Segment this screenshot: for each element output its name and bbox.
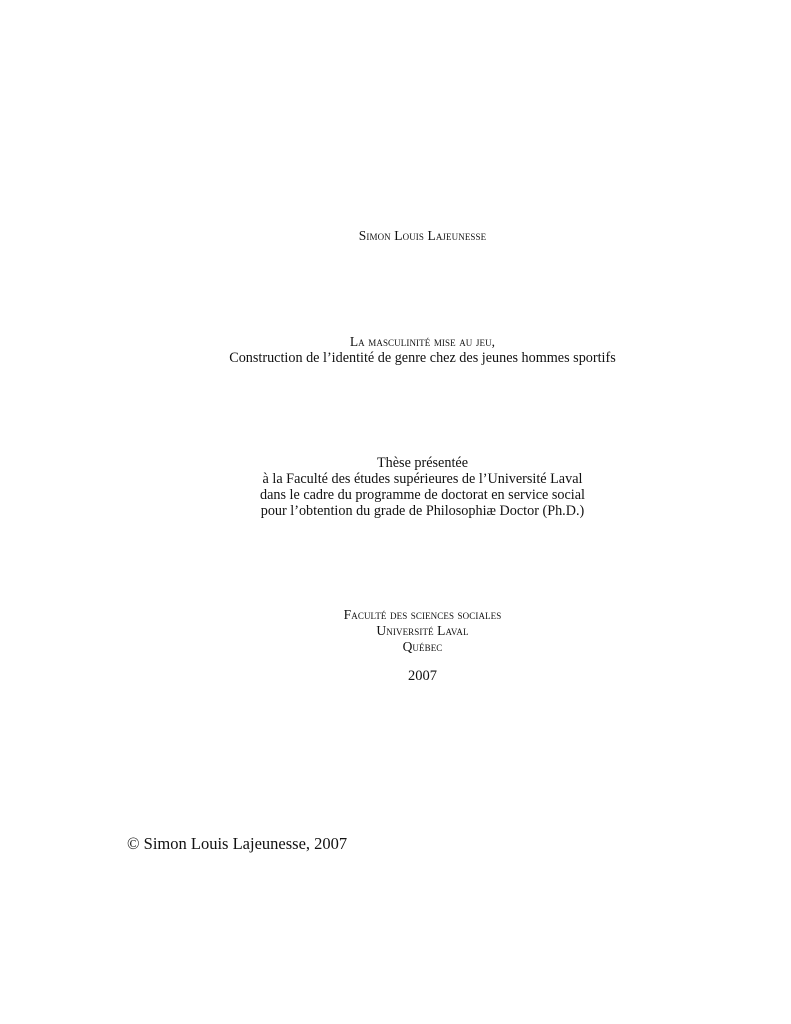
faculty-name: Faculté des sciences sociales [343, 607, 502, 622]
author-name: Simon Louis Lajeunesse [358, 228, 487, 243]
presentation-line-4: pour l’obtention du grade de Philosophiæ Doctor (Ph.D.) [260, 503, 585, 519]
thesis-subtitle: Construction de l’identité de genre chez des jeunes hommes sportifs [229, 350, 616, 366]
university-name: Université Laval [376, 623, 469, 638]
thesis-title: La masculinité mise au jeu, [349, 334, 496, 349]
presentation-line-2: à la Faculté des études supérieures de l’Université Laval [262, 471, 583, 487]
presentation-line-3: dans le cadre du programme de doctorat en service social [260, 487, 585, 503]
copyright-notice: © Simon Louis Lajeunesse, 2007 [127, 834, 348, 853]
thesis-year: 2007 [408, 668, 437, 684]
presentation-line-1: Thèse présentée [377, 455, 468, 471]
city-name: Québec [402, 639, 443, 654]
